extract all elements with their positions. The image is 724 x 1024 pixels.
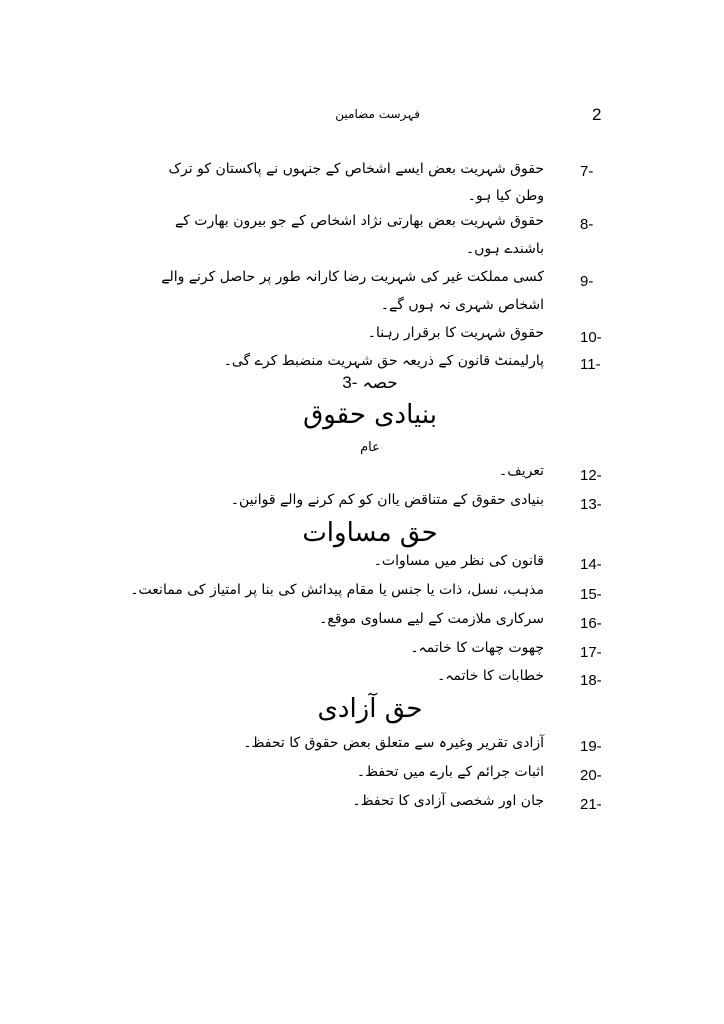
entry-number-15: 15-: [580, 586, 602, 603]
entry-text-19: آزادی تقریر وغیرہ سے متعلق بعض حقوق کا تحفظ۔: [243, 735, 544, 751]
entry-number-10: 10-: [580, 329, 602, 346]
page-number: 2: [592, 105, 602, 124]
entry-text-20: اثبات جرائم کے بارے میں تحفظ۔: [356, 764, 544, 780]
entry-text-13: بنیادی حقوق کے متناقض یاان کو کم کرنے والے قوانین۔: [230, 492, 544, 508]
part-label: حصہ: [362, 373, 398, 393]
entry-number-19: 19-: [580, 738, 602, 755]
part-label-row: [330, 374, 410, 392]
entry-number-20: 20-: [580, 767, 602, 784]
part-number: 3-: [342, 373, 358, 392]
entry-text-17: چھوت چھات کا خاتمہ۔: [410, 640, 544, 656]
entry-number-21: 21-: [580, 796, 602, 813]
entry-number-11: 11-: [580, 356, 601, 373]
entry-text-18: خطابات کا خاتمہ۔: [437, 668, 544, 684]
entry-text-12: تعریف۔: [499, 463, 544, 479]
entry-text-8-line-1: حقوق شہریت بعض بھارتی نژاد اشخاص کے جو بیرون بھارت کے: [174, 213, 544, 229]
entry-text-15: مذہب، نسل، ذات یا جنس یا مقام پیدائش کی بنا پر امتیاز کی ممانعت۔: [130, 582, 544, 598]
entry-text-9-line-2: اشخاص شہری نہ ہوں گے۔: [380, 297, 544, 313]
entry-number-9: 9-: [580, 273, 594, 290]
entry-text-8-line-2: باشندے ہوں۔: [465, 241, 544, 257]
entry-number-12: 12-: [580, 467, 602, 484]
entry-number-16: 16-: [580, 615, 602, 632]
entry-text-7-line-1: حقوق شہریت بعض ایسے اشخاص کے جنہوں نے پاکستان کو ترک: [168, 161, 544, 177]
entry-number-13: 13-: [580, 496, 602, 513]
part-title: بنیادی حقوق: [303, 400, 437, 430]
entry-number-8: 8-: [580, 216, 594, 233]
entry-number-7: 7-: [580, 163, 594, 180]
entry-text-16: سرکاری ملازمت کے لیے مساوی موقع۔: [319, 611, 544, 627]
entry-number-17: 17-: [580, 644, 602, 661]
section-heading-freedom: حق آزادی: [317, 694, 423, 724]
section-heading-equality: حق مساوات: [302, 518, 438, 548]
entry-text-7-line-2: وطن کیا ہو۔: [467, 188, 544, 204]
entry-text-14: قانون کی نظر میں مساوات۔: [373, 553, 544, 569]
entry-text-10: حقوق شہریت کا برقرار رہنا۔: [367, 325, 544, 341]
entry-text-11: پارلیمنٹ قانون کے ذریعہ حق شہریت منضبط کرے گی۔: [223, 353, 544, 369]
entry-number-14: 14-: [580, 556, 602, 573]
page-title: فہرست مضامین: [335, 107, 420, 121]
entry-text-21: جان اور شخصی آزادی کا تحفظ۔: [352, 793, 544, 809]
part-subtitle: عام: [360, 440, 380, 455]
entry-number-18: 18-: [580, 672, 602, 689]
entry-text-9-line-1: کسی مملکت غیر کی شہریت رضا کارانہ طور پر حاصل کرنے والے: [161, 269, 544, 285]
